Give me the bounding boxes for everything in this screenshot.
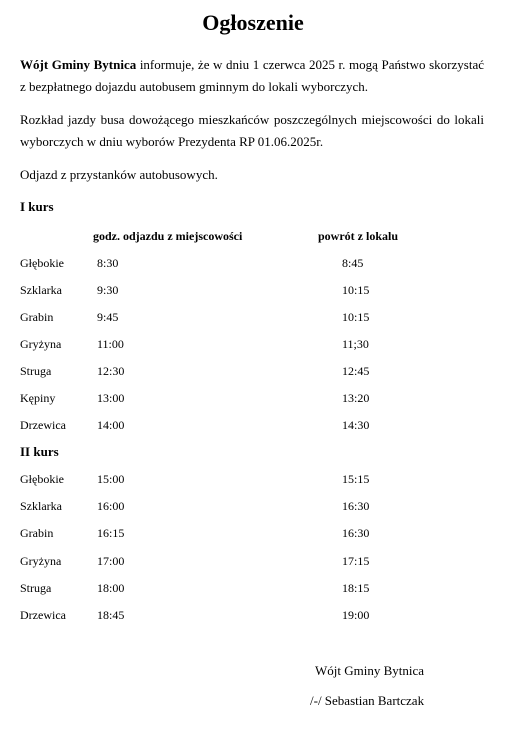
return-time-cell: 15:15 [342, 472, 370, 486]
place-cell: Głębokie [20, 256, 64, 270]
signature-name: /-/ Sebastian Bartczak [310, 693, 425, 708]
table-row [0, 580, 506, 596]
departure-time-cell: 12:30 [97, 364, 125, 378]
return-time-cell: 11;30 [342, 337, 369, 351]
place-cell: Grabin [20, 526, 54, 541]
place-cell: Szklarka [20, 283, 62, 297]
departure-column-header: godz. odjazdu z miejscowości [93, 229, 243, 243]
table-row [0, 607, 506, 623]
table-row [0, 363, 506, 379]
departure-time-cell: 16:15 [97, 526, 125, 541]
departure-time-cell: 11:00 [97, 337, 124, 351]
place-cell: Szklarka [20, 499, 62, 514]
intro-paragraph [20, 54, 484, 98]
intro-text: informuje, że w dniu 1 czerwca 2025 r. mogą Państwo skorzystać z bezpłatnego dojazdu autobusem gminnym do lokali wyborczych. [20, 57, 484, 94]
table-row [0, 390, 506, 406]
table-row [0, 336, 506, 352]
place-cell: Kępiny [20, 391, 56, 405]
table-row [0, 255, 506, 271]
table-row [0, 471, 506, 487]
place-cell: Struga [20, 580, 52, 595]
return-time-cell: 14:30 [342, 418, 370, 432]
departure-time-cell: 16:00 [97, 499, 125, 514]
page-title: Ogłoszenie [202, 10, 304, 35]
return-time-cell: 13:20 [342, 391, 370, 405]
table-row [0, 309, 506, 325]
signature-role: Wójt Gminy Bytnica [315, 663, 425, 678]
return-time-cell: 16:30 [342, 526, 370, 541]
schedule-paragraph: Rozkład jazdy busa dowożącego mieszkańców poszczególnych miejscowości do lokali wyborczych w dniu wyborów Prezydenta RP 01.06.2025r. [20, 112, 484, 149]
table-row [0, 498, 506, 514]
departure-time-cell: 17:00 [97, 553, 125, 568]
place-cell: Drzewica [20, 418, 66, 432]
place-cell: Grabin [20, 310, 54, 324]
departure-time-cell: 9:45 [97, 310, 119, 324]
place-cell: Drzewica [20, 608, 66, 622]
departure-time-cell: 18:00 [97, 580, 125, 595]
return-time-cell: 19:00 [342, 608, 370, 622]
return-time-cell: 12:45 [342, 364, 370, 378]
intro-bold-text: Wójt Gminy Bytnica [20, 57, 137, 72]
return-time-cell: 17:15 [342, 553, 370, 568]
table-row [0, 525, 506, 541]
return-time-cell: 10:15 [342, 283, 370, 297]
place-cell: Struga [20, 364, 52, 378]
return-time-cell: 16:30 [342, 499, 370, 514]
return-time-cell: 18:15 [342, 580, 370, 595]
kurs-1-heading: I kurs [20, 199, 54, 214]
departure-time-cell: 15:00 [97, 472, 125, 486]
return-time-cell: 10:15 [342, 310, 370, 324]
table-row [0, 417, 506, 433]
kurs-2-heading: II kurs [20, 444, 59, 459]
table-row [0, 553, 506, 569]
return-column-header: powrót z lokalu [318, 229, 399, 243]
place-cell: Głębokie [20, 472, 64, 486]
departure-time-cell: 14:00 [97, 418, 125, 432]
departure-time-cell: 8:30 [97, 256, 119, 270]
place-cell: Gryżyna [20, 337, 62, 351]
departure-time-cell: 13:00 [97, 391, 125, 405]
table-row [0, 282, 506, 298]
return-time-cell: 8:45 [342, 256, 364, 270]
departure-time-cell: 18:45 [97, 608, 125, 622]
place-cell: Gryżyna [20, 553, 62, 568]
departure-time-cell: 9:30 [97, 283, 119, 297]
departure-note: Odjazd z przystanków autobusowych. [20, 167, 218, 182]
